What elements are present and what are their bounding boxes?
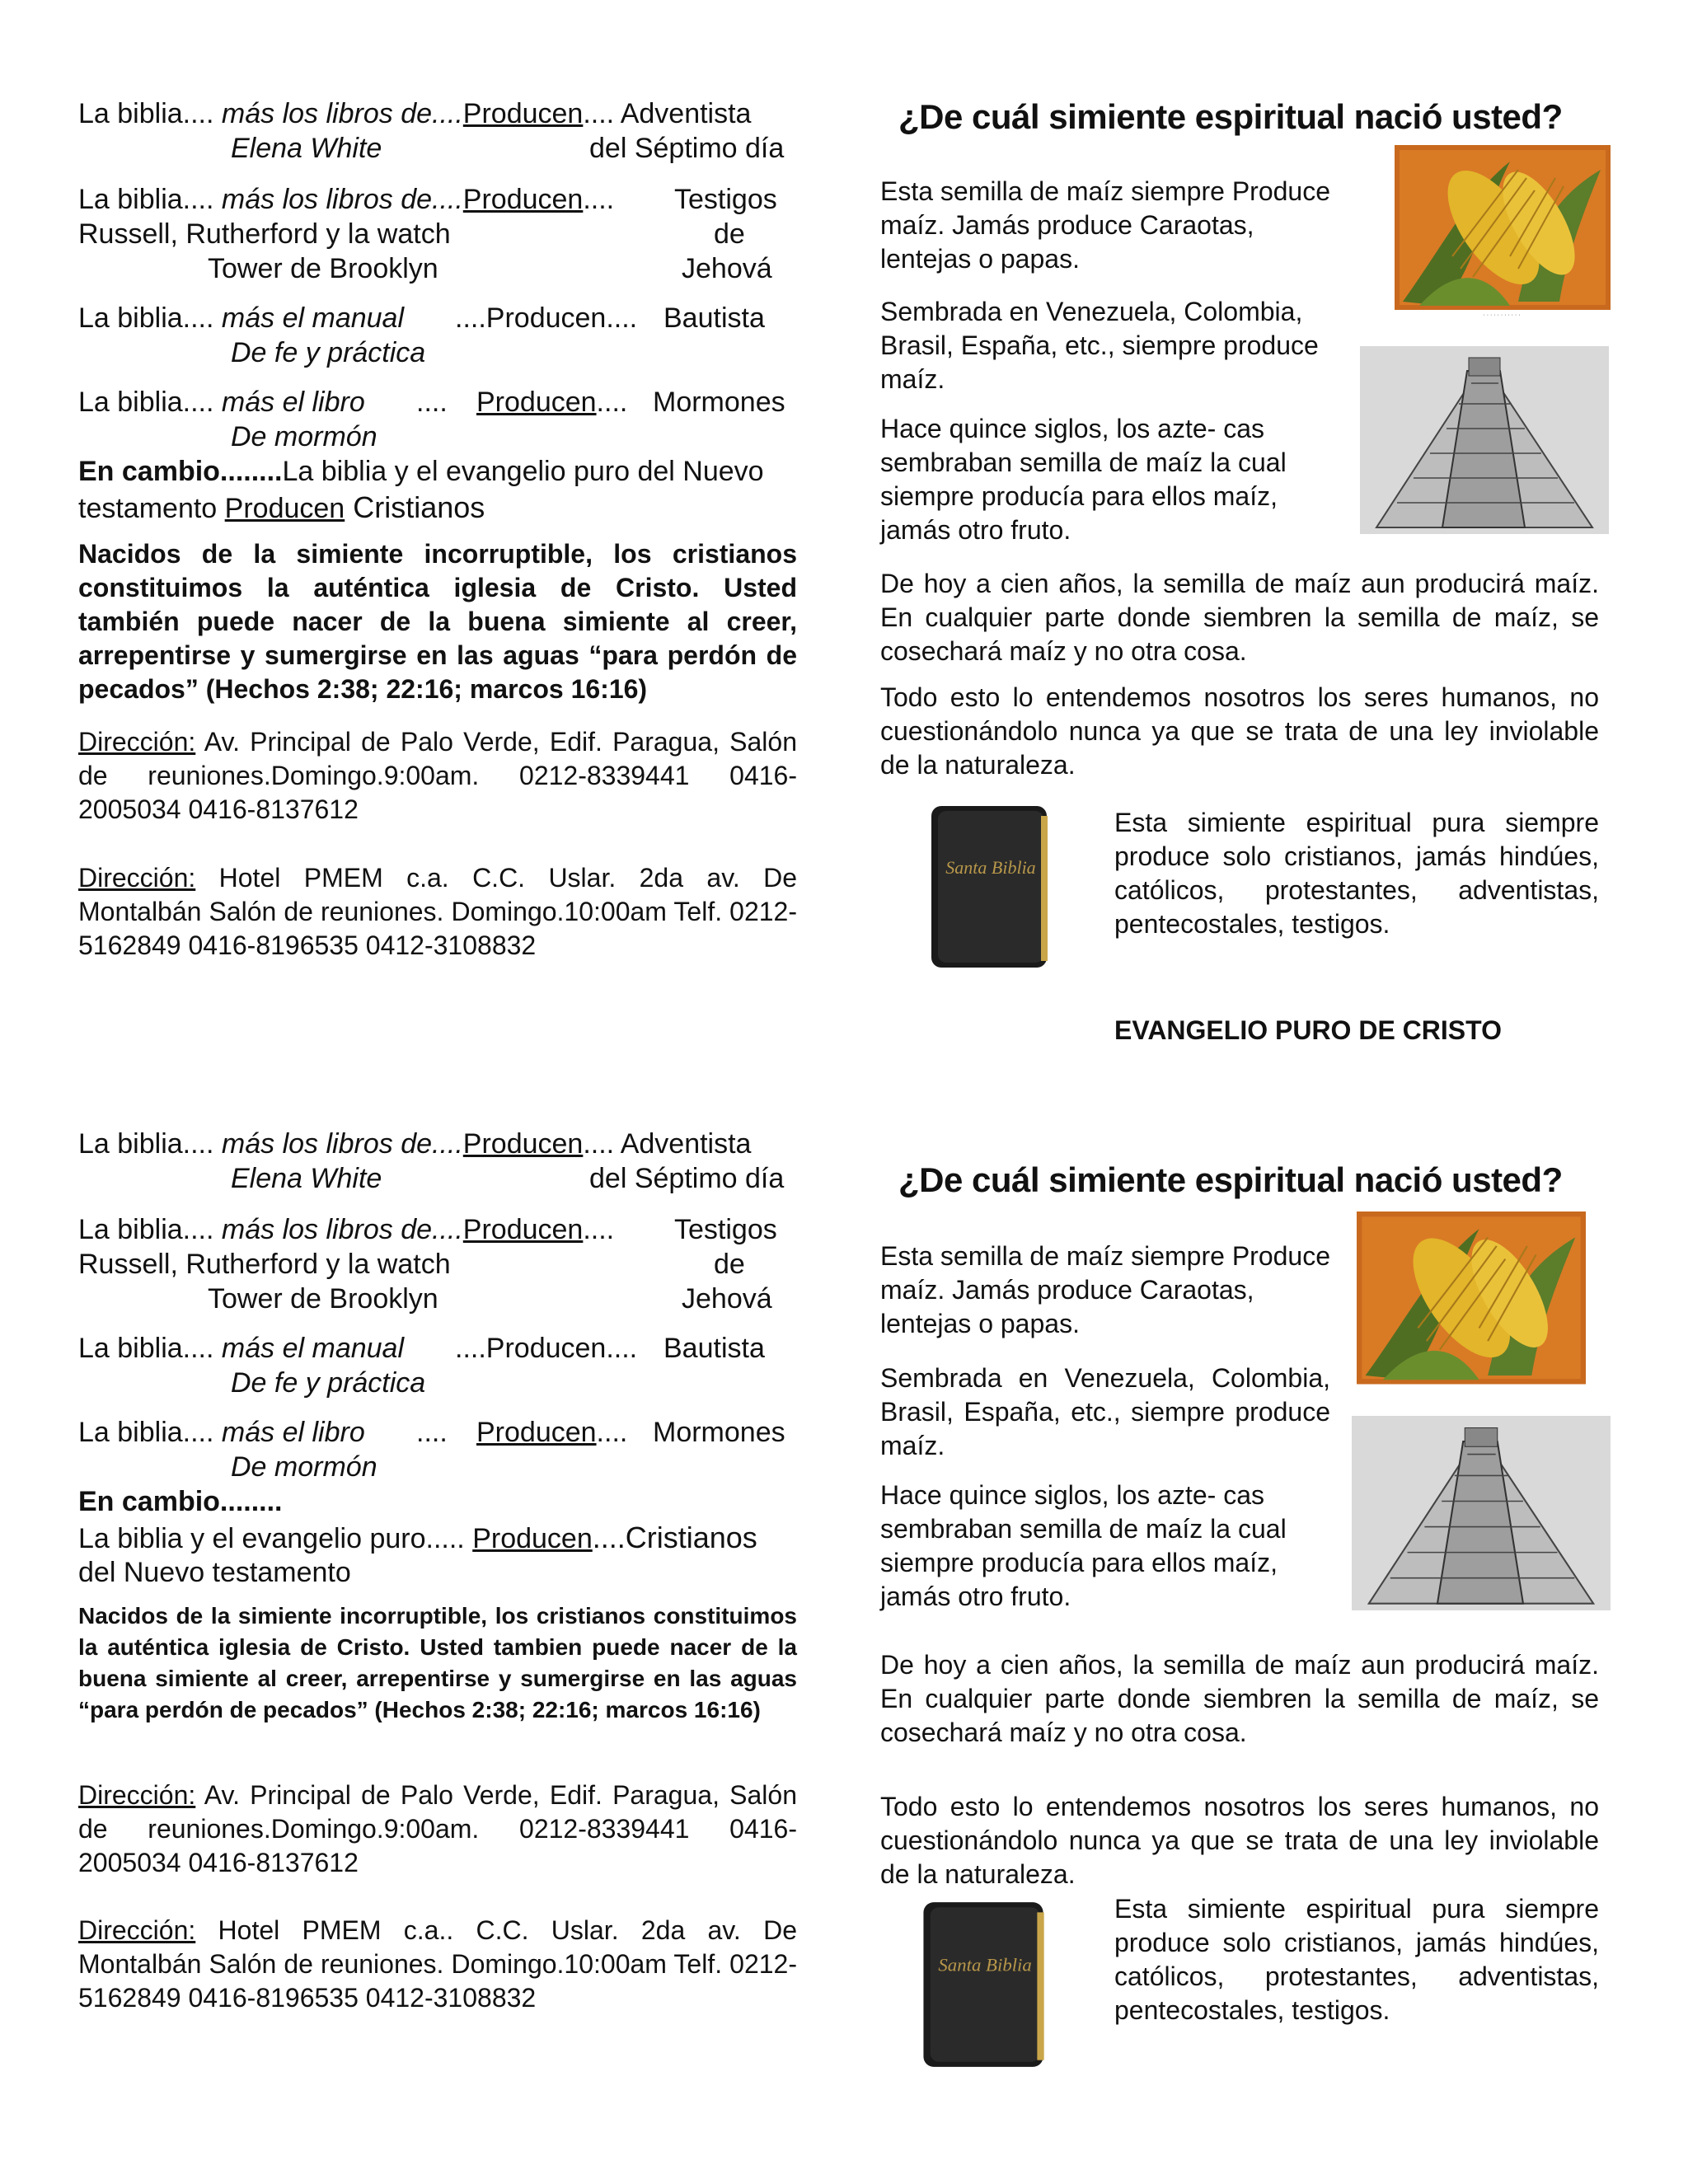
text: Tower de Brooklyn [208,1283,438,1315]
text: Jehová [682,1283,772,1315]
p6: Esta simiente espiritual pura siempre produce solo cristianos, jamás hindúes, católicos, protestantes, adventistas, pentecostales, testigos. [1114,1894,1599,2025]
text: De fe y práctica [231,337,426,368]
corn-image [1395,145,1611,318]
text: De mormón [231,1451,377,1483]
text: Hotel PMEM c.a.. C.C. Uslar. 2da av. De Montalbán Salón de reuniones. Domingo.10:00am Telf. 0212-5162849 0416-8196535 0412-3108832 [78,1915,797,2013]
p1: Esta semilla de maíz siempre Produce maíz. Jamás produce Caraotas, lentejas o papas. [880,176,1330,274]
text: del Séptimo día [589,133,785,164]
text: del Séptimo día [589,1163,785,1194]
text: La biblia y el evangelio puro..... [78,1523,465,1554]
text: ....Producen.... [455,302,638,334]
row-bautista [78,1332,404,1365]
text: Russell, Rutherford y la watch [78,218,451,250]
direccion-1 [78,1779,797,1880]
p3: Hace quince siglos, los azte- cas sembraban semilla de maíz la cual siempre producía para ellos maíz, jamás otro fruto. [880,1480,1287,1611]
text: .... Adventista [583,98,752,129]
text: Cristianos [345,490,485,524]
text: La biblia.... [78,184,214,215]
text: .... Adventista [583,1128,752,1160]
page-title: ¿De cuál simiente espiritual nació usted? [898,97,1563,136]
biblia-cristianos-line [78,1521,757,1555]
text: Dirección: [78,727,196,757]
direccion-2 [78,1914,797,2015]
text: Mormones [653,1417,785,1448]
text: La biblia.... [78,387,214,418]
text: Producen [462,1128,584,1160]
row-adventista [78,1127,751,1160]
text: Dirección: [78,1915,196,1945]
text: más el manual [221,1333,405,1364]
text: más el manual [221,302,405,334]
p5: Todo esto lo entendemos nosotros los seres humanos, no cuestionándolo nunca ya que se trata de una ley inviolable de la naturaleza. [880,682,1599,780]
text: La biblia.... [78,98,214,129]
testamento-line [78,491,485,525]
row-mormones [78,1416,365,1449]
bible-image [921,799,1055,974]
text: ....Producen.... [455,1333,638,1364]
producen-mormones [476,386,627,419]
row-mormones [78,386,365,419]
text: testamento [78,493,218,524]
row-adventista [78,97,751,130]
en-cambio: En cambio........ [78,1486,283,1517]
text: De fe y práctica [231,1367,426,1399]
text: Mormones [653,387,785,418]
text: Producen [462,184,584,215]
text: más el libro [221,1417,365,1448]
p3: Hace quince siglos, los azte- cas sembraban semilla de maíz la cual siempre producía para ellos maíz, jamás otro fruto. [880,414,1287,545]
p4: De hoy a cien años, la semilla de maíz aun producirá maíz. En cualquier parte donde siembren la semilla de maíz, se cosechará maíz y no otra cosa. [880,1650,1599,1747]
text: más los libros de.... [221,184,463,215]
nacidos-paragraph: Nacidos de la simiente incorruptible, los cristianos constituimos la auténtica iglesia de Cristo. Usted tambien puede nacer de la buena simiente al creer, arrepentirse y sumergirse en las aguas “para perdón de pecados” (Hechos 2:38; 22:16; marcos 16:16) [78,1603,797,1722]
text: .... [596,1417,628,1448]
text: La biblia.... [78,1417,214,1448]
text: .... [596,387,628,418]
p1: Esta semilla de maíz siempre Produce maíz. Jamás produce Caraotas, lentejas o papas. [880,1241,1330,1338]
text: La biblia.... [78,1214,214,1245]
footer-caps: EVANGELIO PURO DE CRISTO [1114,1015,1502,1045]
text: Producen [472,1523,593,1554]
bible-image [913,1896,1052,2074]
producen-mormones [476,1416,627,1449]
text: En cambio........ [78,456,283,487]
text: Bautista [663,1333,765,1364]
text: Jehová [682,253,772,284]
text: Producen [462,1214,584,1245]
text: De mormón [231,421,377,452]
text: Elena White [231,1163,382,1194]
text: Producen [462,98,584,129]
text: Russell, Rutherford y la watch [78,1249,451,1280]
text: Hotel PMEM c.a. C.C. Uslar. 2da av. De Montalbán Salón de reuniones. Domingo.10:00am Telf. 0212-5162849 0416-8196535 0412-3108832 [78,863,797,960]
pyramid-image [1360,346,1609,534]
text: Elena White [231,133,382,164]
text: Producen [224,493,345,524]
text: La biblia.... [78,1128,214,1160]
text: Av. Principal de Palo Verde, Edif. Paragua, Salón de reuniones.Domingo.9:00am. 0212-8339441 0416-2005034 0416-8137612 [78,1780,797,1877]
text: más el libro [221,387,365,418]
text: Producen [476,387,597,418]
row-testigos [78,1213,614,1246]
text: .... [583,1214,615,1245]
en-cambio [78,455,764,488]
direccion-1 [78,725,797,827]
nacidos-paragraph: Nacidos de la simiente incorruptible, los cristianos constituimos la auténtica iglesia de Cristo. Usted también puede nacer de la buena simiente al creer, arrepentirse y sumergirse en las aguas “para perdón de pecados” (Hechos 2:38; 22:16; marcos 16:16) [78,539,797,704]
corn-image [1357,1212,1586,1393]
text: .... [416,1417,448,1448]
producen-bautista [455,302,637,335]
row-testigos [78,183,614,216]
text: Bautista [663,302,765,334]
text: Dirección: [78,863,196,893]
text: La biblia.... [78,1333,214,1364]
row-bautista [78,302,404,335]
p2: Sembrada en Venezuela, Colombia, Brasil, España, etc., siempre produce maíz. [880,297,1319,394]
text: .... [583,184,615,215]
bible-text: Santa Biblia [938,1954,1032,1975]
text: del Nuevo testamento [78,1557,351,1588]
text: Testigos [674,184,777,215]
text: más los libros de.... [221,1128,463,1160]
text: .... [416,387,448,418]
text: más los libros de.... [221,1214,463,1245]
direccion-2 [78,861,797,963]
text: ....Cristianos [592,1521,757,1554]
p6: Esta simiente espiritual pura siempre produce solo cristianos, jamás hindúes, católicos, protestantes, adventistas, pentecostales, testigos. [1114,808,1599,939]
p2: Sembrada en Venezuela, Colombia, Brasil, España, etc., siempre produce maíz. [880,1363,1330,1460]
page-title: ¿De cuál simiente espiritual nació usted? [898,1160,1563,1199]
text: más los libros de.... [221,98,463,129]
text: Av. Principal de Palo Verde, Edif. Paragua, Salón de reuniones.Domingo.9:00am. 0212-8339441 0416-2005034 0416-8137612 [78,727,797,824]
text: Dirección: [78,1780,196,1810]
text: Producen [476,1417,597,1448]
text: de [714,1249,745,1280]
text: La biblia y el evangelio puro del Nuevo [282,456,764,487]
text: Tower de Brooklyn [208,253,438,284]
p4: De hoy a cien años, la semilla de maíz aun producirá maíz. En cualquier parte donde siembren la semilla de maíz, se cosechará maíz y no otra cosa. [880,569,1599,666]
text: Testigos [674,1214,777,1245]
p5: Todo esto lo entendemos nosotros los seres humanos, no cuestionándolo nunca ya que se trata de una ley inviolable de la naturaleza. [880,1792,1599,1889]
text: La biblia.... [78,302,214,334]
svg-text:· · · · · · · · · · ·: · · · · · · · · · · · [1483,312,1521,318]
producen-bautista [455,1332,637,1365]
bible-text: Santa Biblia [945,857,1036,878]
text: de [714,218,745,250]
pyramid-image [1352,1416,1611,1610]
